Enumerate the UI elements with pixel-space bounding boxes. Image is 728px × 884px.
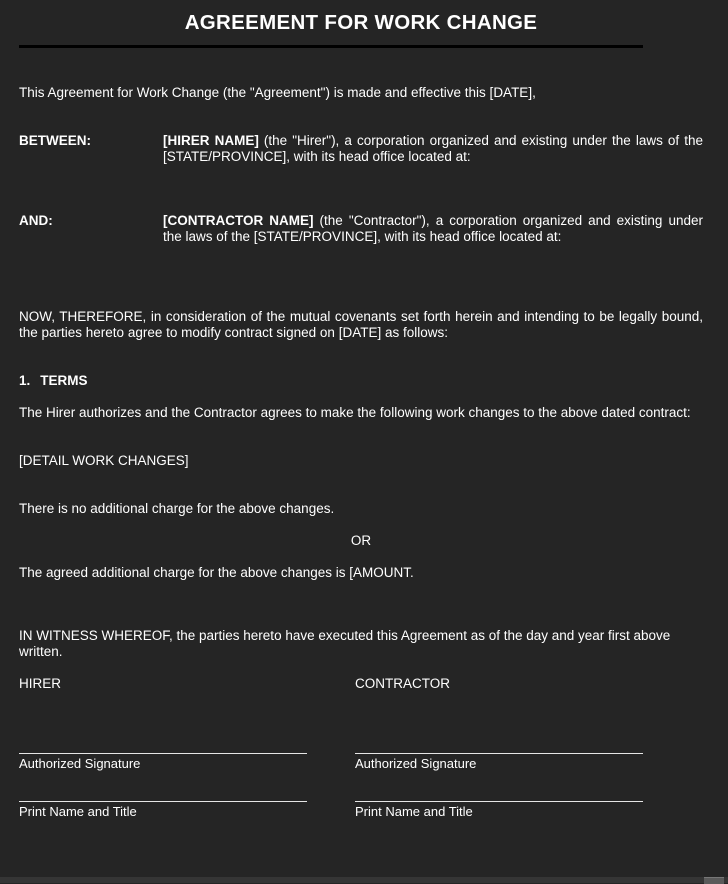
or-separator: OR (350, 533, 372, 548)
contractor-signature-line (355, 753, 643, 754)
contractor-name-line (355, 801, 643, 802)
contractor-name-placeholder: [CONTRACTOR NAME] (163, 213, 314, 228)
recital-paragraph: NOW, THEREFORE, in consideration of the mutual covenants set forth herein and intending to be legally bound, the parties hereto agree to modify contract signed on [DATE] as follows: (19, 309, 703, 340)
hirer-name-caption: Print Name and Title (19, 804, 137, 819)
witness-paragraph: IN WITNESS WHEREOF, the parties hereto have executed this Agreement as of the day and year first above written. (19, 628, 671, 659)
hirer-party-description: (the "Hirer"), a corporation organized and existing under the laws of the [STATE/PROVINCE], with its head office located at: (163, 133, 703, 164)
horizontal-scrollbar[interactable] (0, 877, 728, 883)
contractor-name-caption: Print Name and Title (355, 804, 473, 819)
hirer-name-placeholder: [HIRER NAME] (163, 133, 259, 148)
between-label: BETWEEN: (19, 133, 91, 148)
section-number: 1. (19, 373, 31, 388)
title-underline (19, 45, 643, 48)
contractor-party-text (163, 213, 703, 245)
hirer-signature-line (19, 753, 307, 754)
and-label: AND: (19, 213, 53, 228)
hirer-signature-caption: Authorized Signature (19, 756, 141, 771)
no-charge-option: There is no additional charge for the above changes. (19, 501, 335, 516)
detail-placeholder: [DETAIL WORK CHANGES] (19, 453, 189, 468)
hirer-name-line (19, 801, 307, 802)
charge-option: The agreed additional charge for the above changes is [AMOUNT. (19, 565, 414, 580)
terms-paragraph: The Hirer authorizes and the Contractor agrees to make the following work changes to the above dated contract: (19, 405, 691, 420)
contractor-party-description: (the "Contractor"), a corporation organized and existing under the laws of the [STATE/PROVINCE], with its head office located at: (163, 213, 703, 244)
contractor-heading: CONTRACTOR (355, 676, 451, 691)
section-title: TERMS (40, 373, 88, 388)
hirer-heading: HIRER (19, 676, 62, 691)
hirer-party-text (163, 133, 703, 165)
document-title: AGREEMENT FOR WORK CHANGE (184, 11, 538, 34)
section-heading (19, 373, 703, 389)
intro-paragraph: This Agreement for Work Change (the "Agreement") is made and effective this [DATE], (19, 85, 536, 100)
contractor-signature-caption: Authorized Signature (355, 756, 477, 771)
